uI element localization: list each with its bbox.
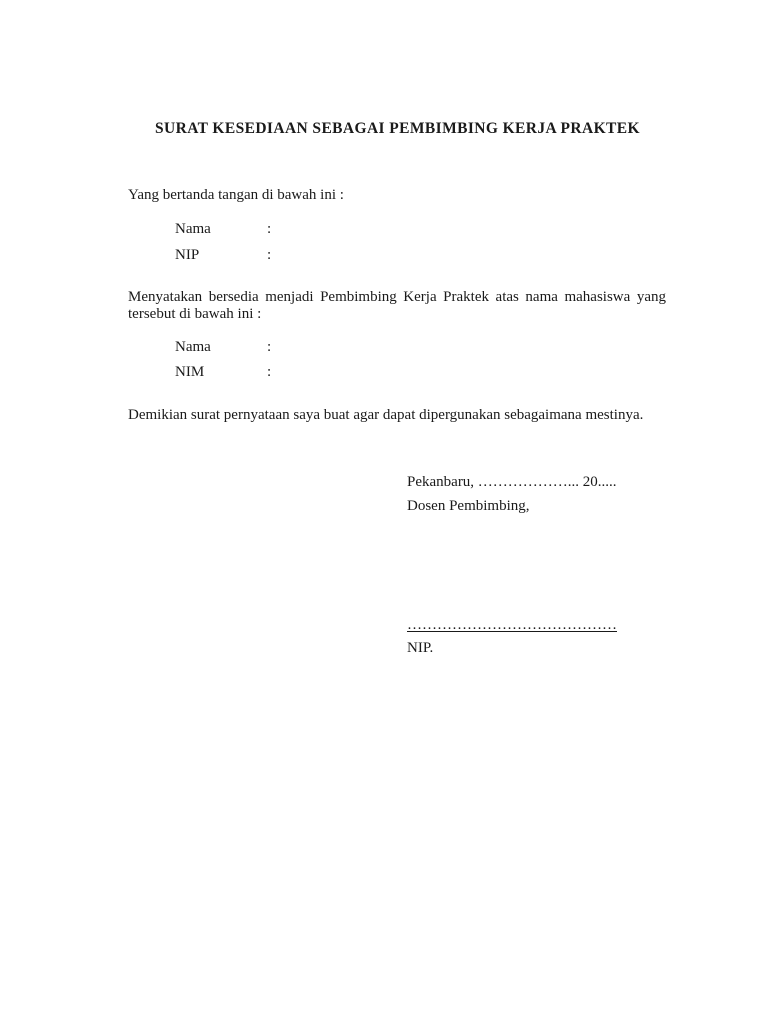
- signer-role: Dosen Pembimbing,: [407, 498, 530, 514]
- signer-nip-colon: :: [267, 247, 272, 263]
- statement-text: Menyatakan bersedia menjadi Pembimbing Kerja Praktek atas nama mahasiswa yang tersebut di bawah ini :: [128, 289, 666, 322]
- student-name-label: Nama: [175, 339, 211, 355]
- intro-text: Yang bertanda tangan di bawah ini :: [128, 187, 344, 203]
- student-name-row: [175, 339, 475, 357]
- student-nim-colon: :: [267, 364, 272, 380]
- closing-text: Demikian surat pernyataan saya buat agar dapat dipergunakan sebagaimana mestinya.: [128, 407, 644, 423]
- signer-nip-label: NIP: [175, 247, 200, 263]
- place-date-line: Pekanbaru, ………………... 20.....: [407, 474, 617, 490]
- student-name-colon: :: [267, 339, 272, 355]
- student-nim-row: [175, 364, 475, 382]
- signer-name-row: [175, 221, 475, 239]
- signer-name-colon: :: [267, 221, 272, 237]
- signer-nip-row: [175, 247, 475, 265]
- signature-nip-label: NIP.: [407, 640, 434, 656]
- document-title: SURAT KESEDIAAN SEBAGAI PEMBIMBING KERJA PRAKTEK: [155, 120, 640, 137]
- student-nim-label: NIM: [175, 364, 205, 380]
- signature-name-line: ……………………………………: [407, 617, 617, 633]
- signer-name-label: Nama: [175, 221, 211, 237]
